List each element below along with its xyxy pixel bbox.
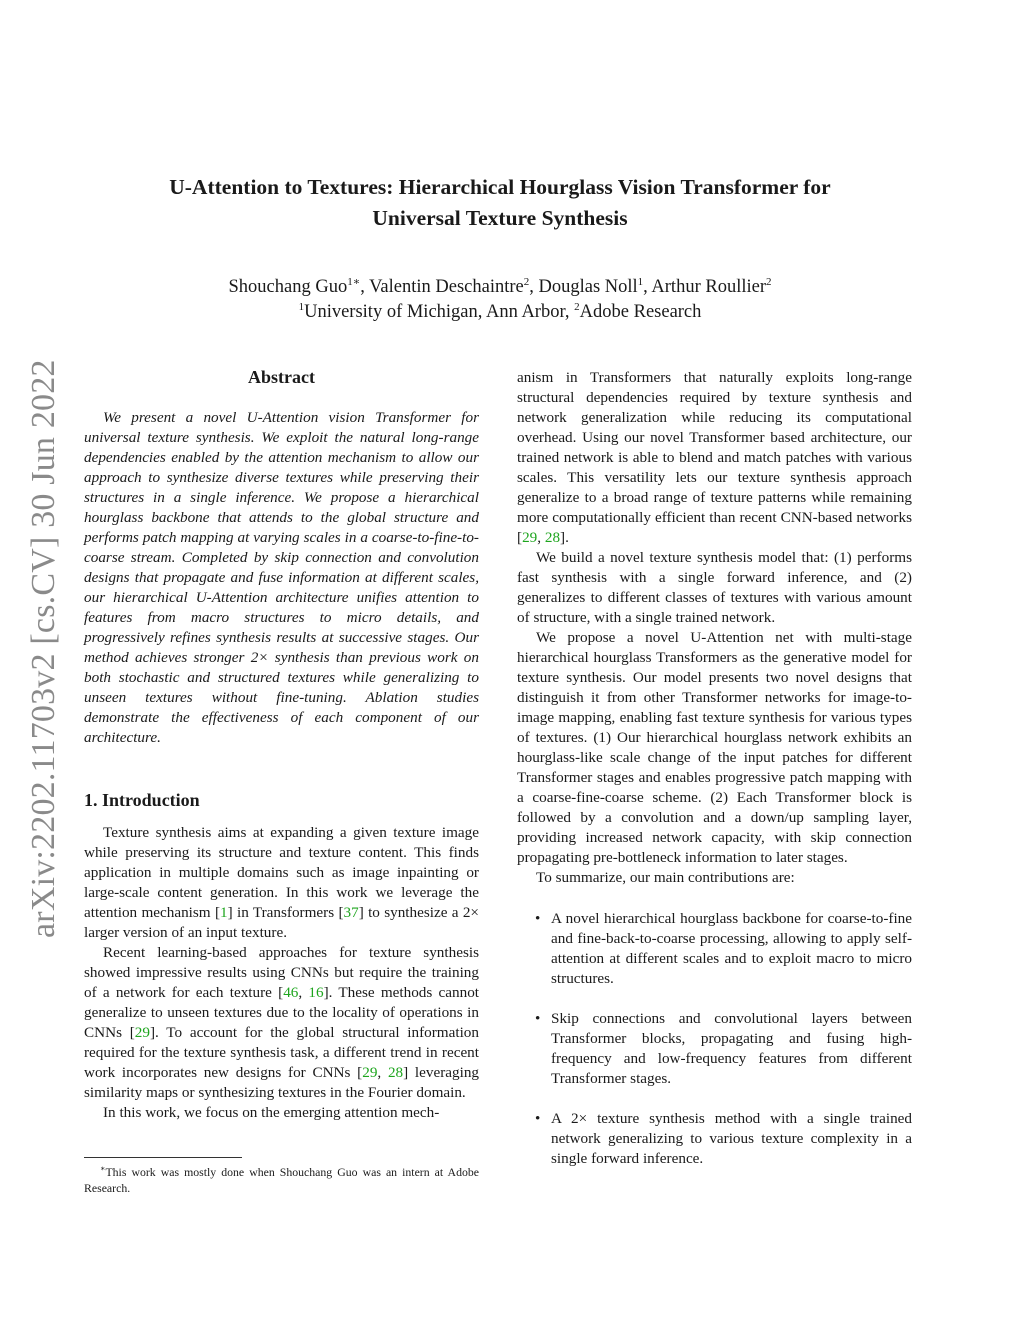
section-heading-introduction: 1. Introduction bbox=[84, 790, 200, 810]
intro-paragraph-1 bbox=[84, 823, 479, 943]
author-name: Arthur Roullier bbox=[651, 277, 766, 298]
bullet-icon: • bbox=[535, 910, 541, 927]
right-column bbox=[517, 368, 912, 1189]
author-name: Shouchang Guo bbox=[228, 277, 348, 298]
intro-paragraph-3: In this work, we focus on the emerging attention mech- bbox=[103, 1104, 440, 1121]
paragraph-text: ] leveraging similarity maps or synthesizing textures in the Fourier domain. bbox=[84, 1064, 480, 1101]
title-line-1: U-Attention to Textures: Hierarchical Hourglass Vision Transformer for bbox=[169, 175, 831, 199]
abstract-heading: Abstract bbox=[248, 367, 315, 387]
list-item bbox=[517, 909, 912, 989]
citation-link[interactable]: 29 bbox=[134, 1024, 150, 1041]
affiliation-mark: 2 bbox=[574, 301, 580, 313]
citation-bracket: [ bbox=[338, 904, 344, 921]
paragraph-text: Texture synthesis aims at expanding a given texture image while preserving its structure and texture content. This finds application in multiple domains such as image inpainting or large-scale content generation. In this work we leverage the attention mechanism bbox=[84, 824, 479, 921]
list-item bbox=[517, 1009, 912, 1089]
list-item-text: Skip connections and convolutional layers between Transformer blocks, propagating and fusing high-frequency and low-frequency features from different Transformer stages. bbox=[551, 1010, 912, 1087]
paragraph-text: in Transformers bbox=[232, 904, 339, 921]
footnote-mark: ∗ bbox=[100, 1164, 106, 1173]
citation-link[interactable]: 37 bbox=[343, 904, 359, 921]
list-item bbox=[517, 1109, 912, 1169]
contributions-list bbox=[517, 909, 912, 1169]
paragraph-text: Recent learning-based approaches for texture synthesis showed impressive results using CNNs but require the training of a network for each texture bbox=[84, 944, 479, 1001]
affiliations bbox=[0, 295, 1000, 325]
affiliation-name: Adobe Research bbox=[579, 302, 702, 323]
author-affiliation-mark: 2 bbox=[523, 276, 530, 288]
right-paragraph-1: anism in Transformers that naturally exploits long-range structural dependencies required by texture synthesis and network generalization while reducing its computational overhead. Using our novel Transformer based architecture, our trained network is able to blend and match patches with various scales. This versatility lets our texture synthesis approach generalize to a broad range of texture patterns while remaining more computationally efficient than recent CNN-based networks [29, 28]. bbox=[517, 369, 912, 546]
citation-bracket: ] bbox=[227, 904, 233, 921]
footnote bbox=[84, 1161, 479, 1196]
paragraph-text: ]. bbox=[560, 529, 569, 546]
footnote-text: This work was mostly done when Shouchang Guo was an intern at Adobe Research. bbox=[84, 1164, 479, 1195]
citation-bracket: ] bbox=[358, 904, 364, 921]
bullet-icon: • bbox=[535, 1110, 541, 1127]
author-affiliation-mark: 1 bbox=[637, 276, 644, 288]
paragraph-text: to synthesize a 2× larger version of an input texture. bbox=[84, 904, 479, 941]
citation-link[interactable]: 29 bbox=[522, 529, 538, 546]
author-name: Valentin Deschaintre bbox=[369, 277, 524, 298]
author-separator: , bbox=[360, 277, 370, 298]
paragraph-text: anism in Transformers that naturally exploits long-range structural dependencies required by texture synthesis and network generalization while reducing its computational overhead. Using our novel Transformer based architecture, our trained network is able to blend and match patches with various scales. This versatility lets our texture synthesis approach generalize to a broad range of texture patterns while remaining more computationally efficient than recent CNN-based networks bbox=[517, 369, 912, 526]
bullet-icon: • bbox=[535, 1010, 541, 1027]
paragraph-text: ]. To account for the global structural information required for the texture synthesis task, a different trend in recent work incorporates new designs for CNNs bbox=[84, 1024, 479, 1081]
left-column bbox=[84, 366, 479, 1123]
footnote-rule bbox=[84, 1157, 242, 1158]
citation-link[interactable]: 28 bbox=[387, 1064, 404, 1081]
abstract-text: We present a novel U-Attention vision Transformer for universal texture synthesis. We exploit the natural long-range dependencies enabled by the attention mechanism to allow our approach to synthesize diverse textures while preserving their structures in a single inference. We propose a hierarchical hourglass backbone that attends to the global structure and performs patch mapping at varying scales in a coarse-to-fine-to-coarse stream. Completed by skip connection and convolution designs that propagate and fuse information at different scales, our hierarchical U-Attention architecture unifies attention to features from macro structures to micro details, and progressively refines synthesis results at successive stages. Our method achieves stronger 2× synthesis than previous work on both stochastic and structured textures while generalizing to unseen textures without fine-tuning. Ablation studies demonstrate the effectiveness of each component of our architecture. bbox=[84, 409, 479, 746]
paragraph-text: ]. These methods cannot generalize to unseen textures due to the locality of operations in CNNs bbox=[84, 984, 480, 1041]
title-line-2: Universal Texture Synthesis bbox=[372, 206, 628, 230]
citation-link[interactable]: 16 bbox=[308, 984, 324, 1001]
affiliation-name: University of Michigan, Ann Arbor, bbox=[304, 302, 575, 323]
paper-title bbox=[0, 172, 1000, 234]
author-separator: , bbox=[643, 277, 652, 298]
right-paragraph-2: We build a novel texture synthesis model that: (1) performs fast synthesis with a single forward inference, and (2) generalizes to different classes of textures with various amount of structure, with a single trained network. bbox=[517, 549, 912, 626]
right-paragraph-3: We propose a novel U-Attention net with multi-stage hierarchical hourglass Transformers as the generative model for texture synthesis. Our model presents two novel designs that distinguish it from other Transformer networks for image-to-image mapping, enabling fast texture synthesis for various types of textures. (1) Our hierarchical hourglass network exhibits an hourglass-like scale change of the input patches for different Transformer stages and enables progressive patch mapping with a coarse-fine-coarse scheme. (2) Each Transformer block is followed by a convolution and a down/up sampling layer, providing increased network capacity, with skip connection propagating pre-bottleneck information to later stages. bbox=[517, 629, 912, 866]
author-affiliation-mark: 1∗ bbox=[347, 276, 361, 288]
citation-bracket: [ bbox=[214, 904, 221, 921]
citation-link[interactable]: 46 bbox=[283, 984, 299, 1001]
author-name: Douglas Noll bbox=[538, 277, 638, 298]
citation-link[interactable]: 28 bbox=[544, 529, 561, 546]
intro-paragraph-2: Recent learning-based approaches for texture synthesis showed impressive results using CNNs but require the training of a network for each texture [46, 16]. These methods cannot generalize to unseen textures due to the locality of operations in CNNs [29]. To account for the global structural information required for the texture synthesis task, a different trend in recent work incorporates new designs for CNNs [29, 28] leveraging similarity maps or synthesizing textures in the Fourier domain. bbox=[84, 944, 480, 1101]
citation-link[interactable]: 1 bbox=[220, 904, 228, 921]
arxiv-identifier: arXiv:2202.11703v2 [cs.CV] 30 Jun 2022 bbox=[25, 359, 62, 938]
author-affiliation-mark: 2 bbox=[765, 276, 772, 288]
author-separator: , bbox=[529, 277, 539, 298]
list-item-text: A novel hierarchical hourglass backbone for coarse-to-fine and fine-back-to-coarse processing, allowing to apply self-attention at different scales and to exploit macro to micro structures. bbox=[551, 910, 912, 987]
affiliation-mark: 1 bbox=[298, 301, 305, 313]
citation-link[interactable]: 29 bbox=[362, 1064, 378, 1081]
right-paragraph-4: To summarize, our main contributions are: bbox=[536, 869, 795, 886]
list-item-text: A 2× texture synthesis method with a single trained network generalizing to various texture complexity in a single forward inference. bbox=[551, 1110, 912, 1167]
